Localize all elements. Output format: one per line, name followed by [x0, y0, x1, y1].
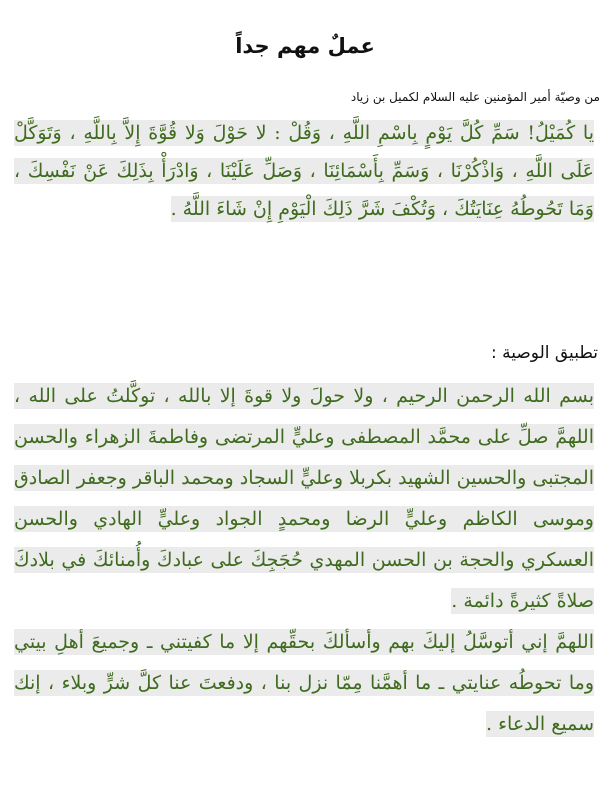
prayer-paragraph-1: [14, 376, 594, 622]
advice-text: [14, 114, 594, 228]
application-heading: تطبيق الوصية :: [490, 343, 598, 363]
prayer-paragraph-1-text: بسم الله الرحمن الرحيم ، ولا حولَ ولا قوةَ إلا بالله ، توكَّلتُ على الله ، اللهمَّ صلِّ على محمَّد المصطفى وعليٍّ المرتضى وفاطمةَ الزهراء والحسن المجتبى والحسين الشهيد بكربلا وعليٍّ السجاد ومحمد الباقر وجعفر الصادق وموسى الكاظم وعليٍّ الرضا ومحمدٍ الجواد وعليٍّ الهادي والحسن العسكري والحجة بن الحسن المهدي حُجَجِكَ على عبادكَ وأُمنائكَ في بلادكَ صلاةً كثيرةً دائمة .: [14, 385, 594, 612]
prayer-paragraph-2-text: اللهمَّ إني أتوسَّلُ إليكَ بهم وأسألكَ بحقِّهم إلا ما كفيتني ـ وجميعَ أهلِ بيتي وما تحوطُه عنايتي ـ ما أهمَّنا مِمّا نزل بنا ، ودفعتَ عنا كلَّ شرٍّ وبلاء ، إنك سميع الدعاء .: [14, 631, 594, 735]
prayer-text: [14, 376, 594, 745]
page-title: عملٌ مهم جداً: [235, 34, 375, 58]
advice-text-content: يا كُمَيْلُ! سَمِّ كُلَّ يَوْمٍ بِاسْمِ اللَّهِ ، وَقُلْ : لا حَوْلَ وَلا قُوَّةَ إِلاَّ بِاللَّهِ ، وَتَوَكَّلْ عَلَى اللَّهِ ، وَاذْكُرْنَا ، وَسَمِّ بِأَسْمَائِنَا ، وَصَلِّ عَلَيْنَا ، وَادْرَأْ بِذَلِكَ عَنْ نَفْسِكَ ، وَمَا تَحُوطُهُ عِنَايَتُكَ ، وَتُكْفَ شَرَّ ذَلِكَ الْيَوْمِ إِنْ شَاءَ اللَّهُ .: [14, 122, 594, 220]
page-subtitle: من وصيّة أمير المؤمنين عليه السلام لكميل بن زياد: [350, 90, 600, 104]
prayer-paragraph-2: [14, 622, 594, 745]
